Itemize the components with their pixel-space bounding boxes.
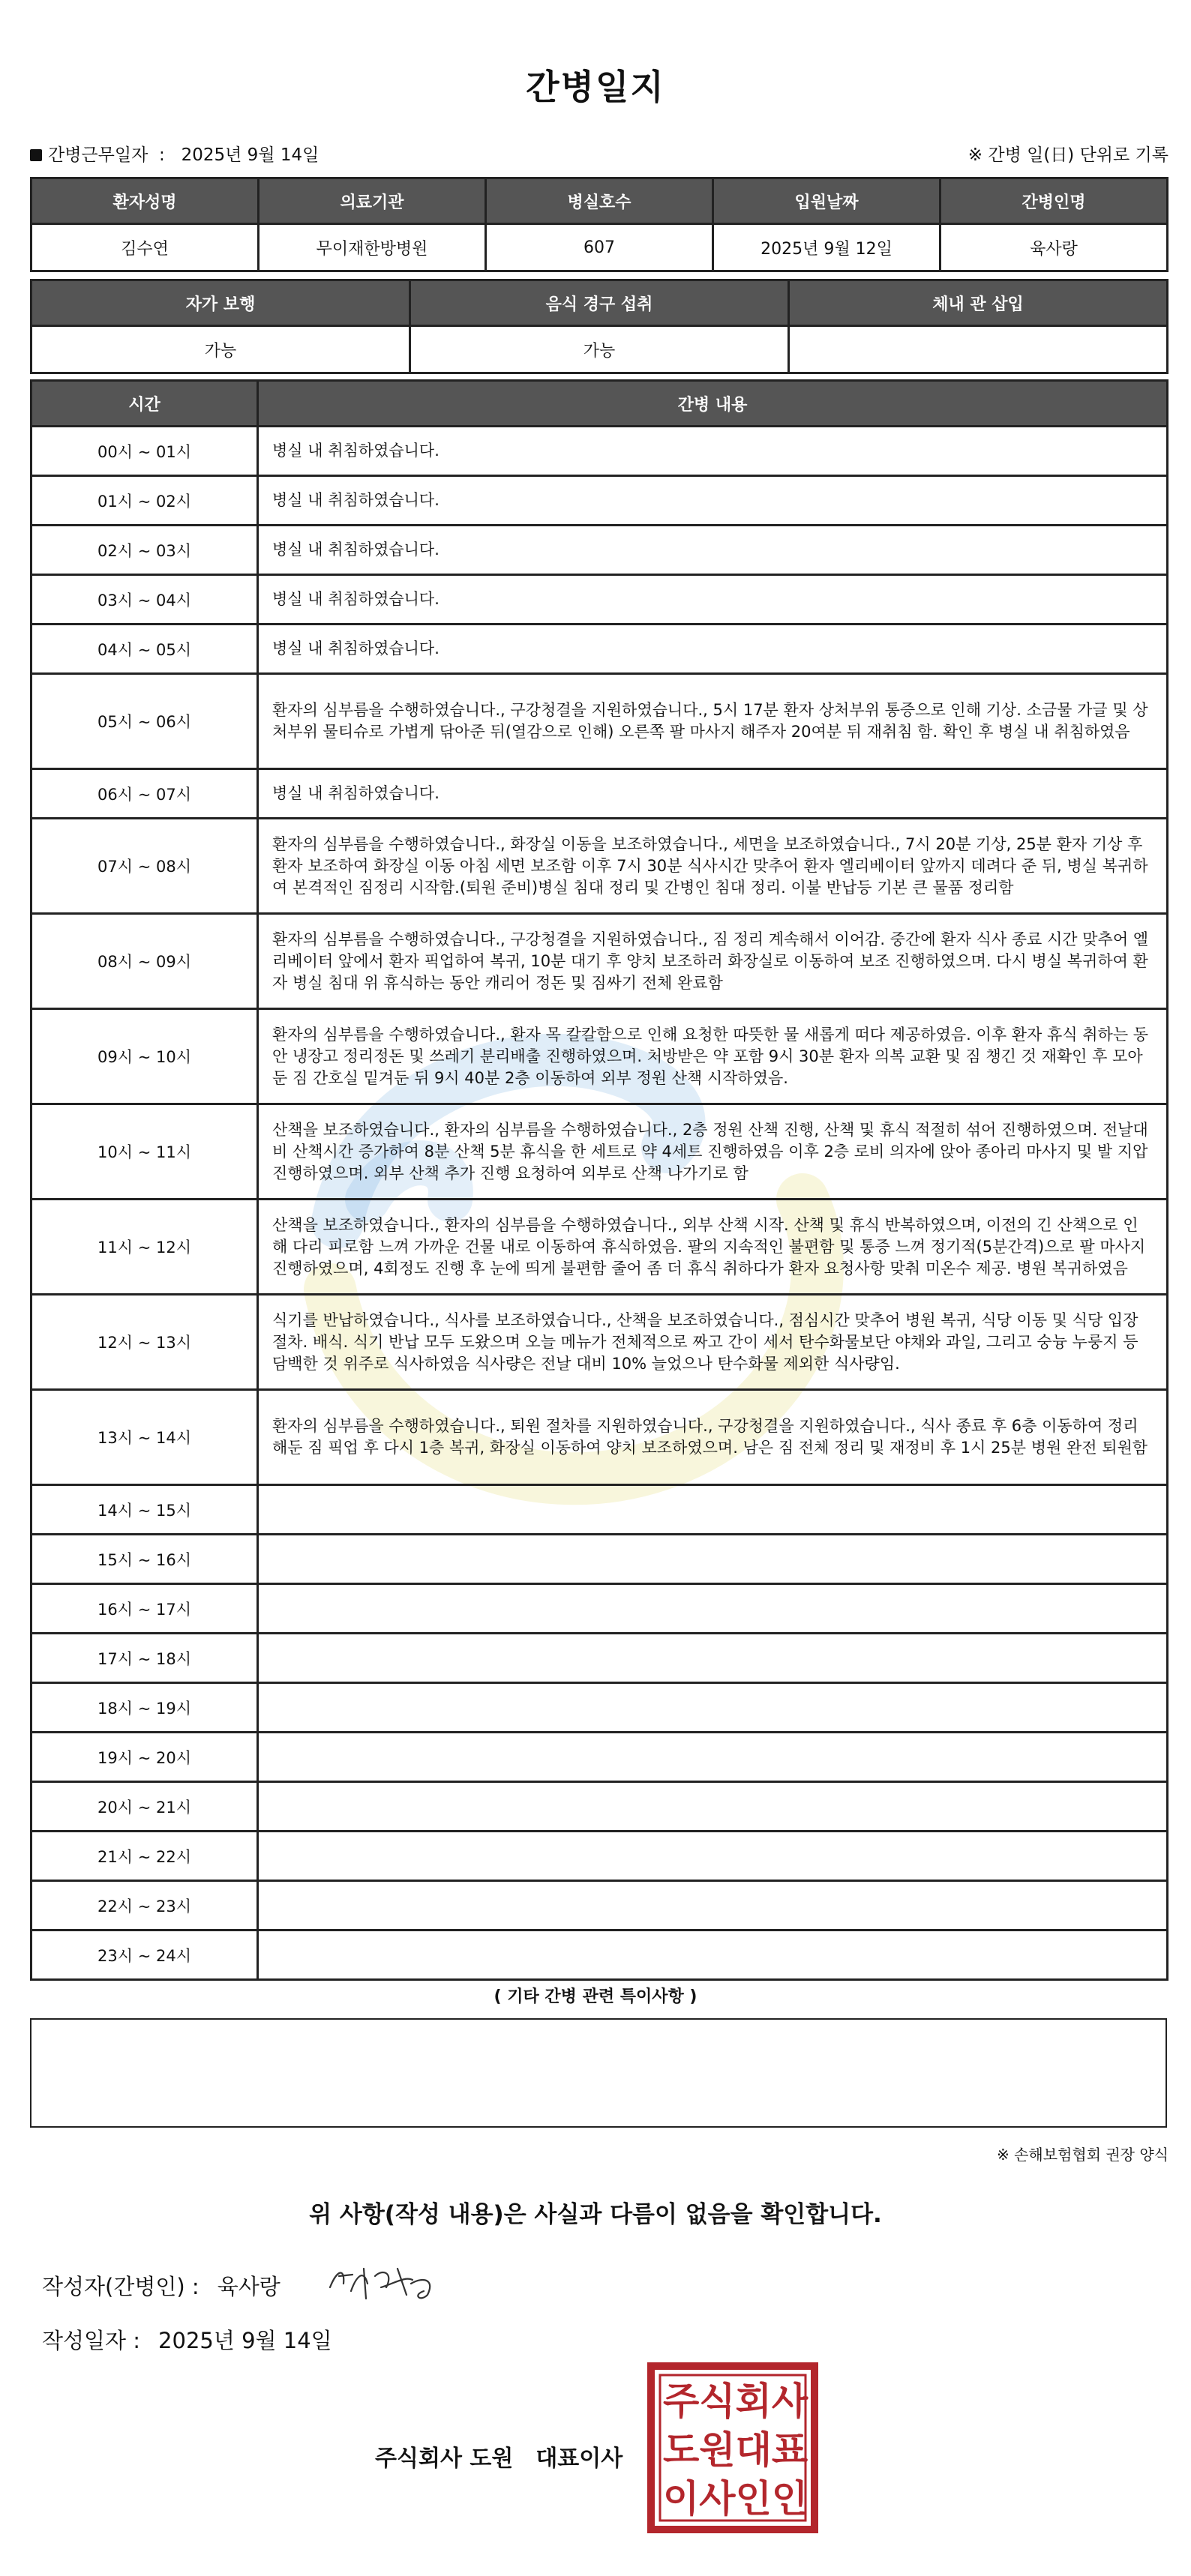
work-date-label: 간병근무일자 [48, 145, 148, 165]
log-time-cell: 07시 ~ 08시 [32, 819, 258, 914]
log-time-cell: 23시 ~ 24시 [32, 1931, 258, 1980]
log-note-cell: 병실 내 취침하였습니다. [258, 769, 1168, 819]
log-note-cell: 병실 내 취침하였습니다. [258, 526, 1168, 575]
log-row [32, 1485, 1168, 1535]
log-row [32, 1832, 1168, 1881]
svg-text:주식회사: 주식회사 [663, 2380, 808, 2423]
self-walking-value: 가능 [32, 326, 410, 373]
log-time-cell: 13시 ~ 14시 [32, 1390, 258, 1485]
unit-note: ※ 간병 일(日) 단위로 기록 [968, 145, 1168, 165]
header-time: 시간 [32, 381, 258, 427]
log-row [32, 1931, 1168, 1980]
log-time-cell: 14시 ~ 15시 [32, 1485, 258, 1535]
log-note-cell: 병실 내 취침하였습니다. [258, 427, 1168, 476]
log-time-cell: 00시 ~ 01시 [32, 427, 258, 476]
log-row [32, 1683, 1168, 1733]
header-room-number: 병실호수 [486, 178, 713, 224]
writer-name: 육사랑 [217, 2274, 280, 2299]
company-line [375, 2440, 622, 2473]
log-row [32, 1535, 1168, 1584]
log-time-cell: 11시 ~ 12시 [32, 1200, 258, 1295]
log-note-cell: 환자의 심부름을 수행하였습니다., 화장실 이동을 보조하였습니다., 세면을 보조하였습니다., 7시 20분 기상, 25분 환자 기상 후 환자 보조하여 화장실 이동 아침 세면 보조함 이후 7시 30분 식사시간 맞추어 환자 엘리베이터 앞까지 데려다 준 뒤, 병실 복귀하여 본격적인 짐정리 시작함.(퇴원 준비)병실 침대 정리 및 간병인 침대 정리. 이불 반납등 기본 큰 물품 정리함 [258, 819, 1168, 914]
log-row [32, 1009, 1168, 1104]
log-note-cell: 환자의 심부름을 수행하였습니다., 구강청결을 지원하였습니다., 5시 17분 환자 상처부위 통증으로 인해 기상. 소금물 가글 및 상처부위 물티슈로 가볍게 닦아준 뒤(열감으로 인해) 오른쪽 팔 마사지 해주자 20여분 뒤 재취침 함. 확인 후 병실 내 취침하였음 [258, 674, 1168, 769]
log-note-cell [258, 1584, 1168, 1634]
log-time-cell: 09시 ~ 10시 [32, 1009, 258, 1104]
log-note-cell: 병실 내 취침하였습니다. [258, 625, 1168, 674]
log-row [32, 769, 1168, 819]
written-date-label: 작성일자 : [42, 2328, 141, 2353]
log-row [32, 575, 1168, 625]
written-date-value: 2025년 9월 14일 [158, 2328, 332, 2353]
work-date-separator: : [158, 145, 165, 165]
tube-insertion-value [789, 326, 1168, 373]
log-row [32, 1782, 1168, 1832]
patient-name: 김수연 [32, 224, 259, 271]
log-time-cell: 01시 ~ 02시 [32, 476, 258, 526]
company-name: 주식회사 도원 [375, 2446, 514, 2472]
log-row [32, 819, 1168, 914]
log-note-cell [258, 1832, 1168, 1881]
ceo-label: 대표이사 [536, 2446, 623, 2472]
log-time-cell: 10시 ~ 11시 [32, 1104, 258, 1200]
room-number: 607 [486, 224, 713, 271]
written-date-line [42, 2324, 332, 2355]
header-caregiver-name: 간병인명 [940, 178, 1168, 224]
log-row [32, 526, 1168, 575]
confirmation-statement: 위 사항(작성 내용)은 사실과 다름이 없음을 확인합니다. [309, 2201, 882, 2228]
log-note-cell [258, 1782, 1168, 1832]
log-time-cell: 19시 ~ 20시 [32, 1733, 258, 1782]
log-row [32, 625, 1168, 674]
log-row [32, 674, 1168, 769]
header-tube-insertion: 체내 관 삽입 [789, 280, 1168, 326]
log-time-cell: 03시 ~ 04시 [32, 575, 258, 625]
hourly-care-log-table [30, 379, 1168, 1981]
work-date-line [30, 141, 1168, 166]
log-time-cell: 16시 ~ 17시 [32, 1584, 258, 1634]
header-admission-date: 입원날짜 [713, 178, 940, 224]
log-time-cell: 08시 ~ 09시 [32, 914, 258, 1009]
log-row [32, 1881, 1168, 1931]
source-note: ※ 손해보험협회 권장 양식 [996, 2146, 1168, 2164]
log-note-cell: 병실 내 취침하였습니다. [258, 476, 1168, 526]
patient-info-table [30, 177, 1168, 272]
log-row [32, 476, 1168, 526]
log-row [32, 1390, 1168, 1485]
log-time-cell: 12시 ~ 13시 [32, 1295, 258, 1390]
header-care-content: 간병 내용 [258, 381, 1168, 427]
log-note-cell [258, 1881, 1168, 1931]
log-note-cell: 환자의 심부름을 수행하였습니다., 환자 목 칼칼함으로 인해 요청한 따뜻한 물 새롭게 떠다 제공하였음. 이후 환자 휴식 취하는 동안 냉장고 정리정돈 및 쓰레기 분리배출 진행하였으며. 처방받은 약 포함 9시 30분 환자 의복 교환 및 짐 챙긴 것 재확인 후 모아둔 짐 간호실 밑겨둔 뒤 9시 40분 2층 이동하여 외부 정원 산책 시작하였음. [258, 1009, 1168, 1104]
log-row [32, 1733, 1168, 1782]
log-note-cell [258, 1733, 1168, 1782]
log-row [32, 1104, 1168, 1200]
log-note-cell [258, 1634, 1168, 1683]
log-note-cell: 병실 내 취침하였습니다. [258, 575, 1168, 625]
admission-date: 2025년 9월 12일 [713, 224, 940, 271]
log-note-cell: 환자의 심부름을 수행하였습니다., 퇴원 절차를 지원하였습니다., 구강청결을 지원하였습니다., 식사 종료 후 6층 이동하여 정리해둔 짐 픽업 후 다시 1층 복귀, 화장실 이동하여 양치 보조하였으며. 남은 짐 전체 정리 및 재정비 후 1시 25분 병원 완전 퇴원함 [258, 1390, 1168, 1485]
log-time-cell: 06시 ~ 07시 [32, 769, 258, 819]
log-row [32, 1295, 1168, 1390]
log-note-cell: 환자의 심부름을 수행하였습니다., 구강청결을 지원하였습니다., 짐 정리 계속해서 이어감. 중간에 환자 식사 종료 시간 맞추어 엘리베이터 앞에서 환자 픽업하여 복귀, 10분 대기 후 양치 보조하러 화장실로 이동하여 보조 진행하였으며. 다시 병실 복귀하여 환자 병실 침대 위 휴식하는 동안 캐리어 정돈 및 짐싸기 전체 완료함 [258, 914, 1168, 1009]
log-time-cell: 15시 ~ 16시 [32, 1535, 258, 1584]
log-row [32, 427, 1168, 476]
handwritten-signature [322, 2254, 450, 2306]
log-note-cell [258, 1535, 1168, 1584]
log-note-cell: 식기를 반납하였습니다., 식사를 보조하였습니다., 산책을 보조하였습니다., 점심시간 맞추어 병원 복귀, 식당 이동 및 식당 입장 절차. 배식. 식기 반납 모두 도왔으며 오늘 메뉴가 전체적으로 짜고 간이 세서 탄수화물보단 야채와 과일, 그리고 숭늉 누룽지 등 담백한 것 위주로 식사하였음 식사량은 전날 대비 10% 늘었으나 탄수화물 제외한 식사량임. [258, 1295, 1168, 1390]
header-patient-name: 환자성명 [32, 178, 259, 224]
page-title: 간병일지 [526, 67, 665, 107]
log-time-cell: 17시 ~ 18시 [32, 1634, 258, 1683]
header-oral-intake: 음식 경구 섭취 [410, 280, 789, 326]
caregiver-name: 육사랑 [940, 224, 1168, 271]
log-note-cell [258, 1931, 1168, 1980]
special-notes-title: ( 기타 간병 관련 특이사항 ) [494, 1987, 698, 2006]
log-time-cell: 20시 ~ 21시 [32, 1782, 258, 1832]
work-date-value: 2025년 9월 14일 [181, 145, 320, 165]
log-row [32, 914, 1168, 1009]
writer-line [42, 2270, 280, 2301]
log-time-cell: 18시 ~ 19시 [32, 1683, 258, 1733]
header-hospital: 의료기관 [259, 178, 486, 224]
svg-text:도원대표: 도원대표 [663, 2428, 808, 2472]
log-time-cell: 21시 ~ 22시 [32, 1832, 258, 1881]
oral-intake-value: 가능 [410, 326, 789, 373]
header-self-walking: 자가 보행 [32, 280, 410, 326]
log-note-cell [258, 1683, 1168, 1733]
log-row [32, 1584, 1168, 1634]
log-time-cell: 02시 ~ 03시 [32, 526, 258, 575]
log-note-cell [258, 1485, 1168, 1535]
log-note-cell: 산책을 보조하였습니다., 환자의 심부름을 수행하였습니다., 외부 산책 시작. 산책 및 휴식 반복하였으며, 이전의 긴 산책으로 인해 다리 피로함 느껴 가까운 건물 내로 이동하여 휴식하였음. 팔의 지속적인 불편함 및 통증 느껴 정기적(5분간격)으로 팔 마사지 진행하였으며, 4회정도 진행 후 눈에 띄게 불편함 줄어 좀 더 휴식 취하다가 환자 요청사항 맞춰 미온수 제공. 병원 복귀하였음 [258, 1200, 1168, 1295]
square-bullet-icon [30, 149, 42, 161]
hospital-name: 무이재한방병원 [259, 224, 486, 271]
log-time-cell: 04시 ~ 05시 [32, 625, 258, 674]
log-row [32, 1200, 1168, 1295]
log-time-cell: 22시 ~ 23시 [32, 1881, 258, 1931]
special-notes-box [30, 2018, 1167, 2128]
log-time-cell: 05시 ~ 06시 [32, 674, 258, 769]
svg-text:이사인인: 이사인인 [663, 2477, 808, 2521]
company-seal [646, 2362, 819, 2534]
log-row [32, 1634, 1168, 1683]
writer-label: 작성자(간병인) : [42, 2274, 200, 2299]
log-body [32, 427, 1168, 1980]
patient-status-table [30, 279, 1168, 374]
log-note-cell: 산책을 보조하였습니다., 환자의 심부름을 수행하였습니다., 2층 정원 산책 진행, 산책 및 휴식 적절히 섞어 진행하였으며. 전날대비 산책시간 증가하여 8분 산책 5분 휴식을 한 세트로 약 4세트 진행하였음 이후 2층 로비 의자에 앉아 종아리 마사지 및 발 지압 진행하였으며. 외부 산책 추가 진행 요청하여 외부로 산책 나가기로 함 [258, 1104, 1168, 1200]
